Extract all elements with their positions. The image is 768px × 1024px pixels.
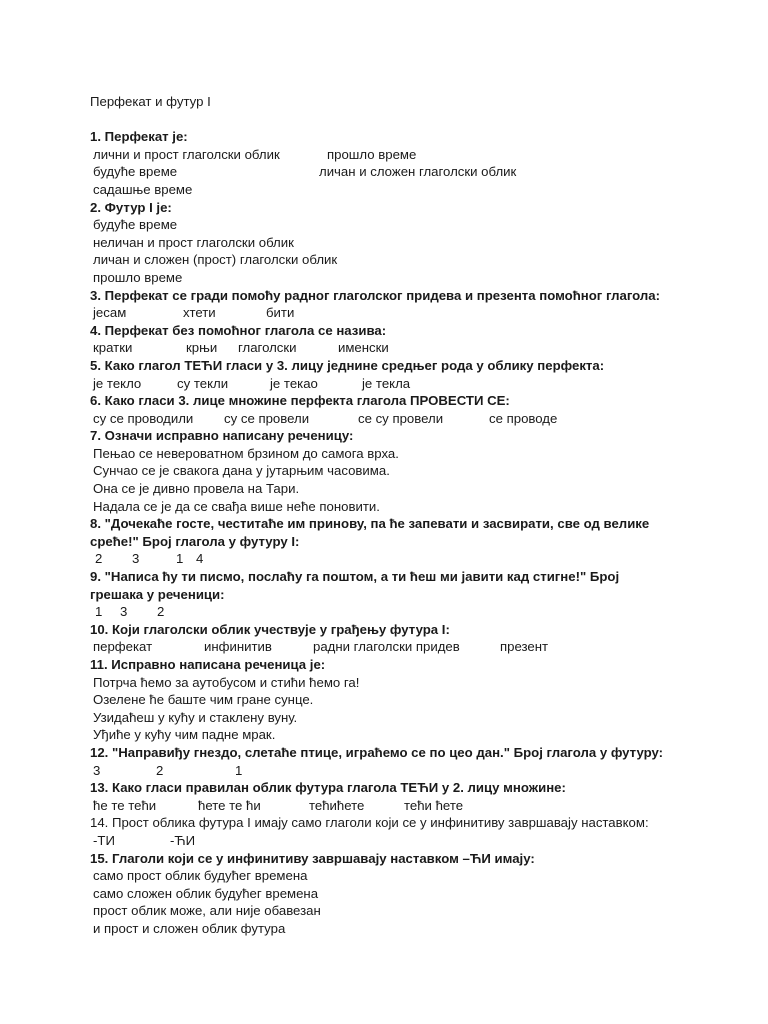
q2-option-1: будуће време [93, 217, 178, 233]
q8-option-2: 3 [132, 551, 140, 567]
q3-option-1: јесам [93, 305, 127, 321]
question-4: 4. Перфекат без помоћног глагола се назива: [90, 322, 387, 338]
q4-option-3: глаголски [238, 340, 297, 356]
q6-option-4: се проводе [489, 410, 558, 426]
question-8: 8. "Дочекаће госте, честитаће им принову, па ће запевати и засвирати, све од велике среће!" Број глагола у футуру I: [90, 516, 650, 549]
q11-row-2 [90, 691, 730, 709]
q10-option-2: инфинитив [204, 639, 272, 655]
q15-option-1: само прост облик будућег времена [93, 868, 308, 884]
q8-option-3: 1 [176, 551, 184, 567]
q1-option-4: личан и сложен глаголски облик [319, 164, 517, 180]
q2-row-4 [90, 269, 730, 287]
q4-row-1 [90, 339, 730, 357]
q15-row-1 [90, 867, 730, 885]
q3-row-1 [90, 304, 730, 322]
question-2: 2. Футур I је: [90, 199, 172, 215]
q2-row-2 [90, 234, 730, 252]
question-11: 11. Исправно написана реченица је: [90, 657, 326, 672]
q3-option-2: хтети [183, 305, 216, 321]
q4-option-4: именски [338, 340, 389, 356]
q7-row-1 [90, 445, 730, 463]
q10-option-1: перфекат [93, 639, 153, 655]
q2-row-1 [90, 216, 730, 234]
q10-option-4: презент [500, 639, 549, 655]
q7-option-1: Пењао се невероватном брзином до самога врха. [93, 445, 399, 461]
q7-row-3 [90, 480, 730, 498]
q15-row-3 [90, 902, 730, 920]
q7-option-4: Надала се је да се свађа више неће поновити. [93, 498, 380, 514]
q1-option-2: прошло време [327, 146, 417, 162]
q2-option-4: прошло време [93, 269, 183, 285]
q8-option-1: 2 [95, 551, 103, 567]
q15-option-3: прост облик може, али није обавезан [93, 903, 321, 919]
question-14: 14. Прост облика футура I имају само глаголи који се у инфинитиву завршавају наставком: [90, 815, 649, 831]
q5-option-3: је текао [270, 375, 318, 391]
q14-option-1: -ТИ [93, 832, 115, 848]
q15-option-2: само сложен облик будућег времена [93, 885, 319, 901]
q4-option-2: крњи [186, 340, 218, 356]
q13-option-3: тећићете [309, 797, 365, 813]
q7-row-4 [90, 498, 730, 516]
question-15: 15. Глаголи који се у инфинитиву завршавају наставком –ЋИ имају: [90, 850, 535, 866]
q6-row-1 [90, 410, 730, 428]
question-5: 5. Како глагол ТЕЋИ гласи у 3. лицу једнине средњег рода у облику перфекта: [90, 357, 605, 373]
q13-option-4: тећи ћете [404, 797, 464, 813]
q1-option-5: садашње време [93, 181, 193, 197]
q6-option-2: су се провели [224, 410, 310, 426]
document-page [90, 93, 730, 938]
q11-option-4: Уђиће у кућу чим падне мрак. [93, 727, 276, 743]
document-title: Перфекат и футур I [90, 94, 211, 109]
q2-row-3 [90, 251, 730, 269]
q5-row-1 [90, 375, 730, 393]
q3-option-3: бити [266, 305, 295, 321]
q14-row-1 [90, 832, 730, 850]
q11-row-3 [90, 709, 730, 727]
q7-option-2: Сунчао се је свакога дана у јутарњим часовима. [93, 463, 390, 479]
q5-option-2: су текли [177, 375, 229, 391]
q12-option-3: 1 [235, 762, 243, 778]
q9-option-3: 2 [157, 604, 165, 620]
question-13: 13. Како гласи правилан облик футура глагола ТЕЋИ у 2. лицу множине: [90, 780, 566, 796]
question-7: 7. Означи исправно написану реченицу: [90, 428, 354, 444]
question-10: 10. Који глаголски облик учествује у грађењу футура I: [90, 621, 450, 637]
q6-option-3: се су провели [358, 410, 444, 426]
q12-option-1: 3 [93, 762, 101, 778]
q15-row-2 [90, 885, 730, 903]
question-12: 12. "Направиђу гнездо, слетаће птице, играћемо се по цео дан." Број глагола у футуру: [90, 744, 664, 760]
q13-row-1 [90, 797, 730, 815]
q4-option-1: кратки [93, 340, 133, 356]
question-6: 6. Како гласи 3. лице множине перфекта глагола ПРОВЕСТИ СЕ: [90, 393, 510, 409]
q9-option-1: 1 [95, 604, 103, 620]
q9-row-1 [90, 603, 730, 621]
q11-option-2: Озелене ће баште чим гране сунце. [93, 692, 314, 708]
q6-option-1: су се проводили [93, 410, 194, 426]
question-3: 3. Перфекат се гради помоћу радног глаголског придева и презента помоћног глагола: [90, 287, 660, 303]
q1-option-1: лични и прост глаголски облик [93, 146, 280, 162]
q11-option-3: Узидаћеш у кућу и стаклену вуну. [93, 709, 298, 725]
q12-option-2: 2 [156, 762, 164, 778]
q8-row-1 [90, 550, 730, 568]
q14-option-2: -ЋИ [170, 832, 196, 848]
q11-row-4 [90, 726, 730, 744]
q7-option-3: Она се је дивно провела на Тари. [93, 481, 300, 497]
q15-option-4: и прост и сложен облик футура [93, 920, 286, 936]
q7-row-2 [90, 462, 730, 480]
q2-option-3: личан и сложен (прост) глаголски облик [93, 252, 338, 268]
q1-row-1 [90, 146, 730, 164]
q8-option-4: 4 [196, 551, 204, 567]
question-9: 9. "Написа ћу ти писмо, послаћу га поштом, а ти ћеш ми јавити кад стигне!" Број грешака у реченици: [90, 569, 620, 602]
q1-row-3 [90, 181, 730, 199]
q1-option-3: будуће време [93, 164, 178, 180]
q2-option-2: неличан и прост глаголски облик [93, 234, 294, 250]
q9-option-2: 3 [120, 604, 128, 620]
q1-row-2 [90, 163, 730, 181]
q5-option-4: је текла [362, 375, 411, 391]
q11-option-1: Потрча ћемо за аутобусом и стићи ћемо га! [93, 674, 360, 690]
q13-option-1: ће те тећи [93, 797, 157, 813]
q10-row-1 [90, 638, 730, 656]
q13-option-2: ћете те ћи [198, 797, 261, 813]
question-1: 1. Перфекат је: [90, 129, 188, 145]
q10-option-3: радни глаголски придев [313, 639, 460, 655]
q11-row-1 [90, 674, 730, 692]
q12-row-1 [90, 762, 730, 780]
q5-option-1: је текло [93, 375, 142, 391]
q15-row-4 [90, 920, 730, 938]
